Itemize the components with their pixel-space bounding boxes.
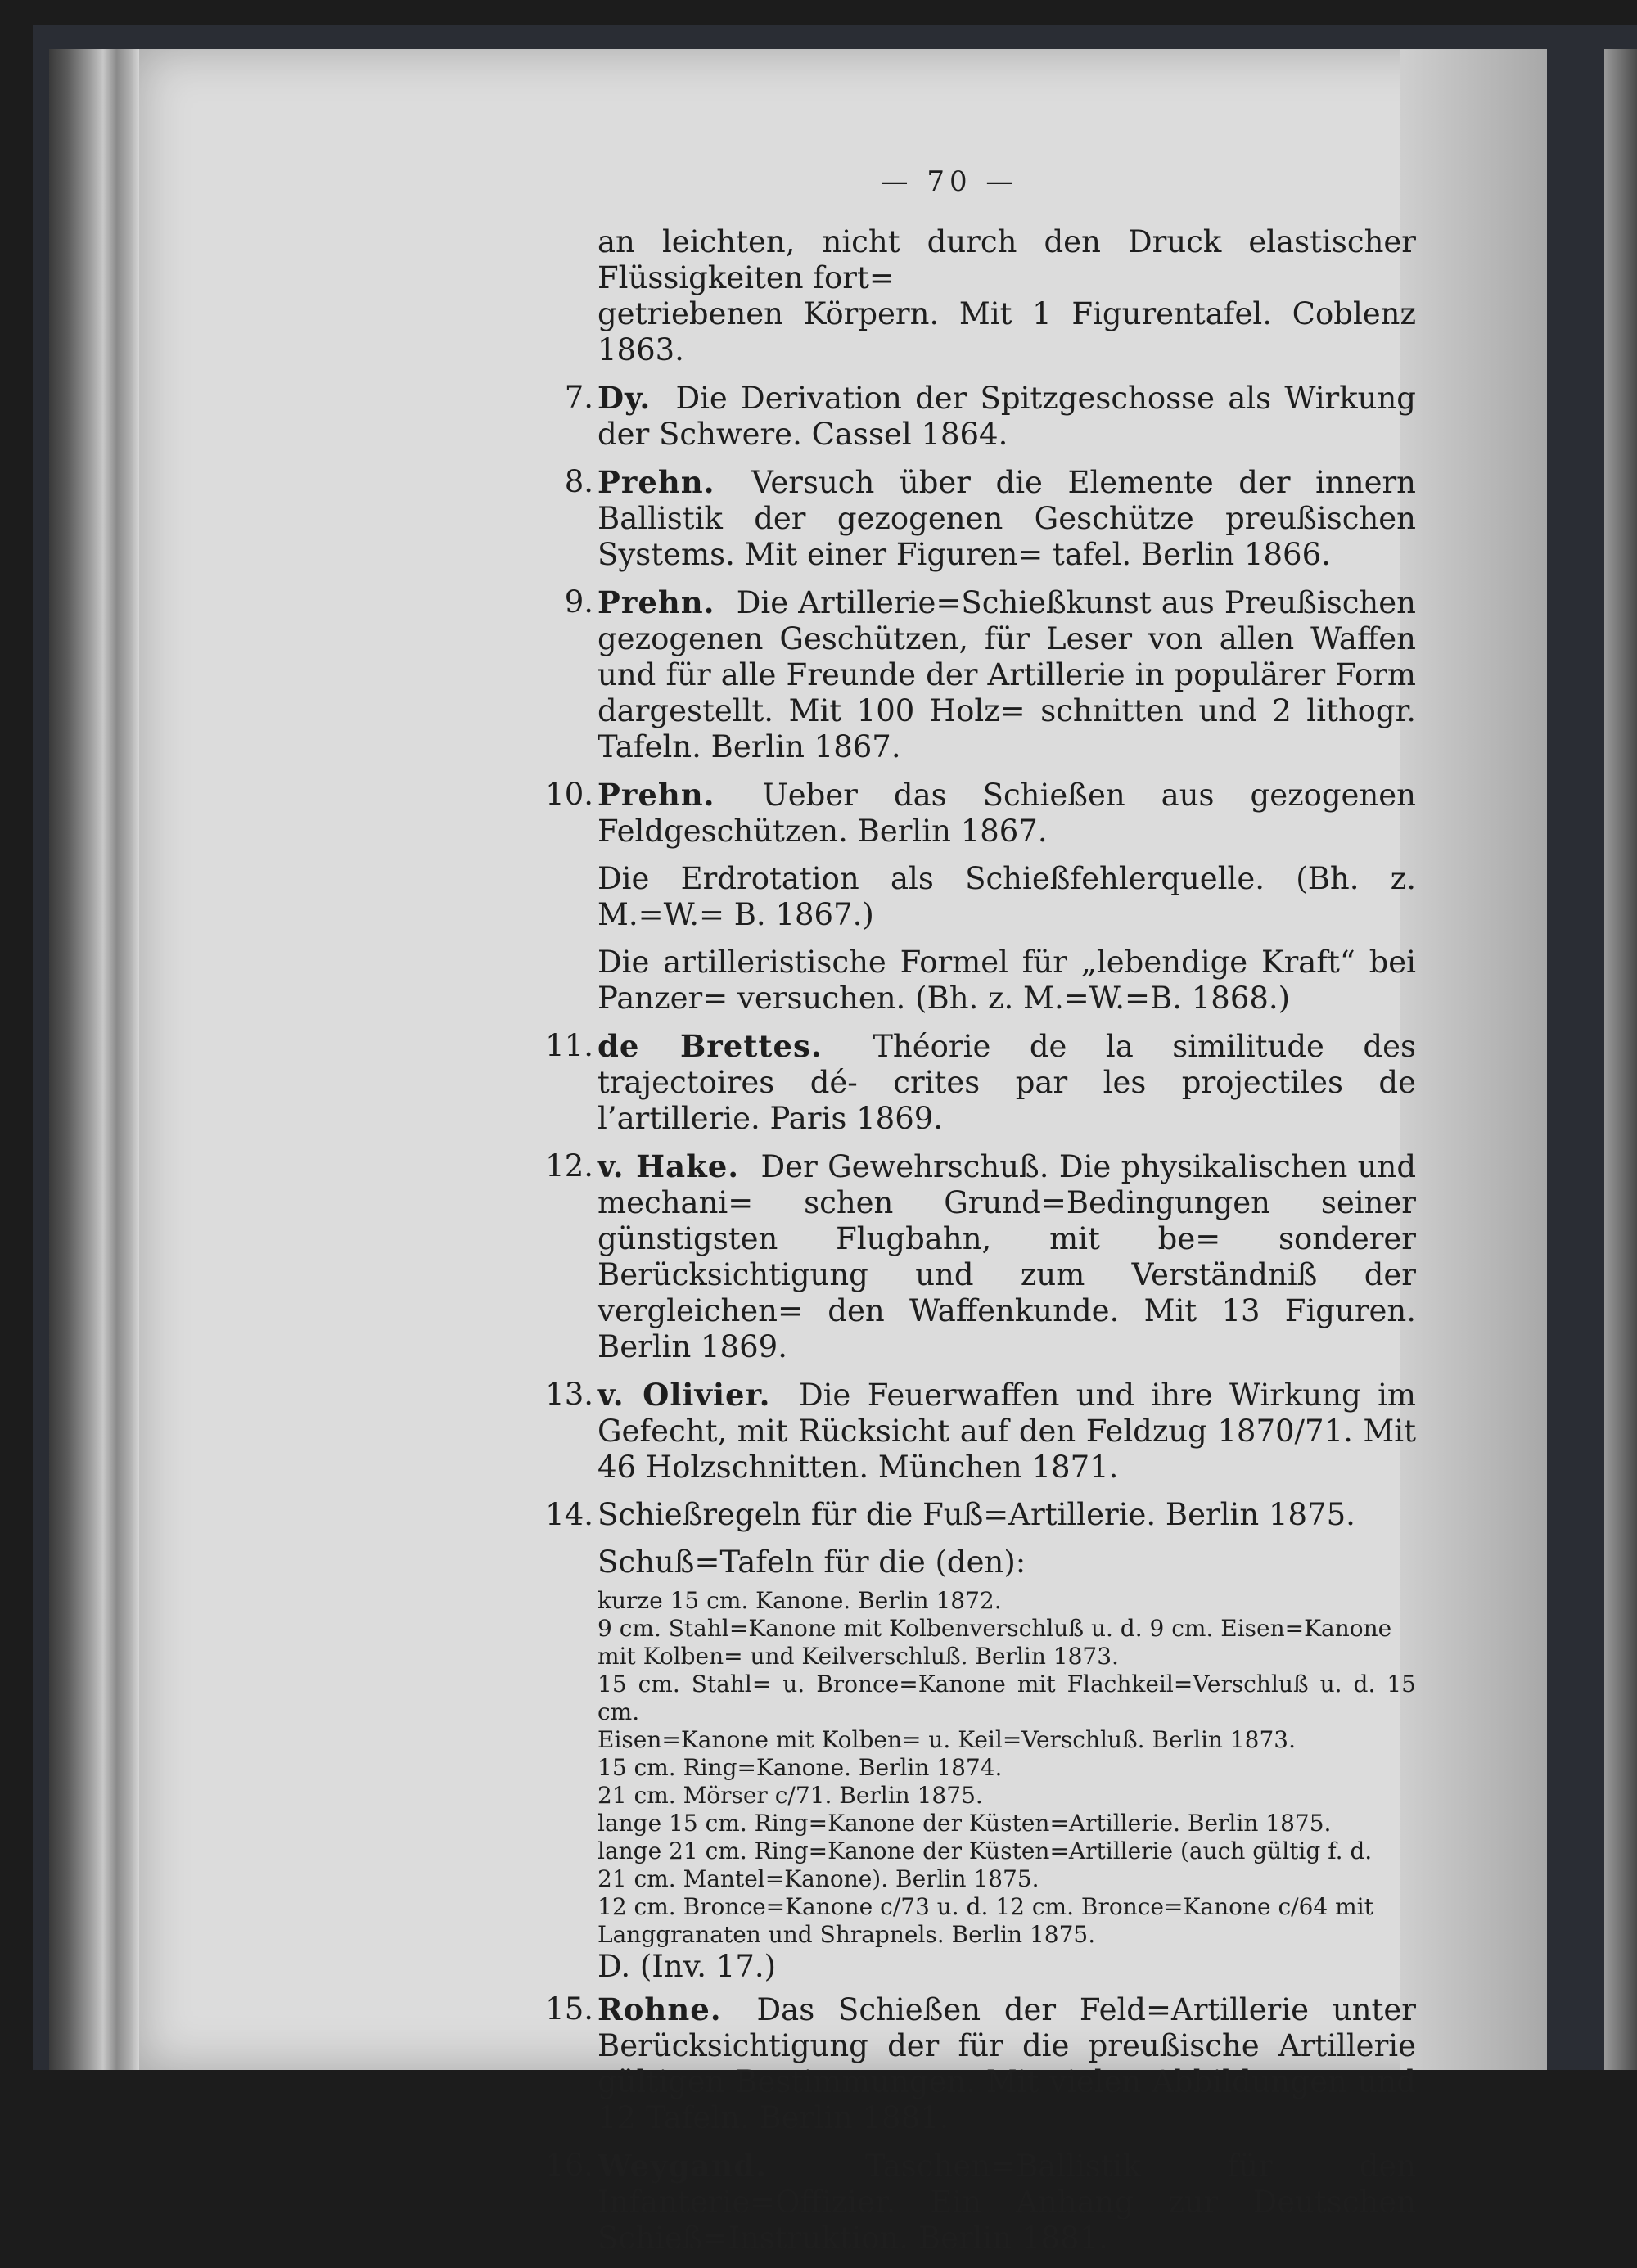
entry-text: Die Derivation der Spitzgeschosse als Wirkung der Schwere. Cassel 1864. xyxy=(598,381,1416,452)
bibliography-entry-8 xyxy=(458,464,1416,573)
bibliography-entry-10 xyxy=(458,777,1416,850)
entry-number: 7. xyxy=(564,380,593,415)
entry-author: v. Hake. xyxy=(598,1148,740,1184)
entry-author: Weygand. xyxy=(598,2148,768,2184)
entry-number: 16. xyxy=(545,2148,593,2183)
bibliography-entry-15 xyxy=(458,1991,1416,2136)
inventory-note: D. (Inv. 17.) xyxy=(598,1949,777,1984)
intro-line: getriebenen Körpern. Mit 1 Figurentafel. Coblenz 1863. xyxy=(598,296,1416,367)
schuss-tafel-line: lange 15 cm. Ring=Kanone der Küsten=Artillerie. Berlin 1875. xyxy=(598,1810,1332,1837)
schuss-tafel-line: 15 cm. Ring=Kanone. Berlin 1874. xyxy=(598,1754,1003,1781)
bibliography-entry-11 xyxy=(458,1028,1416,1137)
entry-author: v. Olivier. xyxy=(598,1377,771,1413)
schuss-tafel-line: kurze 15 cm. Kanone. Berlin 1872. xyxy=(598,1587,1002,1614)
entry-text: Die Feuerwaffen und ihre Wirkung im Gefecht, mit Rücksicht auf den Feldzug 1870/71. Mit 46 Holzschnitten. München 1871. xyxy=(598,1377,1417,1485)
entry-text: Das Schießen der Feld=Artillerie unter Berücksichtigung der für die preußische Artillerie gültigen Bestimmungen. Mit vielen Abbildungen und 12 Tafeln. Berlin 1881. xyxy=(598,1992,1416,2135)
entry-number: 9. xyxy=(564,584,593,620)
bibliography-entry-9 xyxy=(458,584,1416,765)
page-edges xyxy=(49,49,139,2070)
entry-text: Schießregeln für die Fuß=Artillerie. Berlin 1875. xyxy=(598,1497,1355,1532)
entry-number: 10. xyxy=(545,777,593,812)
entry-text: Der Gewehrschuß. Die physikalischen und mechani= schen Grund=Bedingungen seiner günstigsten Flugbahn, mit be= sonderer Berücksichtigung und zum Verständniß der vergleichen= den Waffenkunde. Mit 13 Figuren. Berlin 1869. xyxy=(598,1149,1416,1364)
book-cover-right-edge xyxy=(1604,49,1637,2070)
bibliography-entry-7 xyxy=(458,380,1416,453)
entry-text: Théorie de la similitude des trajectoires dé- crites par les projectiles de l’artillerie. Paris 1869. xyxy=(598,1029,1416,1136)
entry-text: Ueber das Schießen aus gezogenen Feldgeschützen. Berlin 1867. xyxy=(598,778,1417,849)
entry-author: Prehn. xyxy=(598,777,715,813)
schuss-tafel-line: Langgranaten und Shrapnels. Berlin 1875. xyxy=(598,1921,1096,1948)
entry-author: de Brettes. xyxy=(598,1028,823,1064)
page-text xyxy=(458,164,1416,2268)
schuss-tafel-line: 15 cm. Stahl= u. Bronce=Kanone mit Flachkeil=Verschluß u. d. 15 cm. xyxy=(598,1671,1416,1725)
page-number: — 70 — xyxy=(880,165,1019,198)
entry-text: Die Artillerie=Schießkunst aus Preußischen gezogenen Geschützen, für Leser von allen Waffen und für alle Freunde der Artillerie in populärer Form dargestellt. Mit 100 Holz= schnitten und 2 lithogr. Tafeln. Berlin 1867. xyxy=(598,585,1416,764)
schuss-tafel-line: Eisen=Kanone mit Kolben= u. Keil=Verschluß. Berlin 1873. xyxy=(598,1726,1297,1753)
bibliography-entry-16 xyxy=(458,2148,1416,2257)
entry-text: Versuch über die Elemente der innern Ballistik der gezogenen Geschütze preußischen Systems. Mit einer Figuren= tafel. Berlin 1866. xyxy=(598,465,1416,572)
bibliography-entry-14 xyxy=(458,1497,1416,1533)
prehn-extra-entry: Die artilleristische Formel für „lebendige Kraft“ bei Panzer= versuchen. (Bh. z. M.=W.=B. 1868.) xyxy=(598,945,1416,1016)
entry-author: Prehn. xyxy=(598,584,715,620)
entry-author: Prehn. xyxy=(598,464,715,500)
entry-number: 12. xyxy=(545,1148,593,1184)
schuss-tafel-line: 21 cm. Mantel=Kanone). Berlin 1875. xyxy=(598,1865,1039,1892)
entry-author: Dy. xyxy=(598,380,652,416)
entry-number: 14. xyxy=(545,1497,593,1532)
prehn-extra-entry: Die Erdrotation als Schießfehlerquelle. (Bh. z. M.=W.= B. 1867.) xyxy=(598,861,1416,932)
page-gutter-shadow xyxy=(1400,49,1547,2070)
intro-line: an leichten, nicht durch den Druck elastischer Flüssigkeiten fort= xyxy=(598,224,1416,295)
schuss-tafel-line: 21 cm. Mörser c/71. Berlin 1875. xyxy=(598,1782,983,1809)
entry-number: 13. xyxy=(545,1377,593,1412)
entry-number: 11. xyxy=(545,1028,593,1063)
intro-paragraph xyxy=(458,224,1416,368)
schuss-tafel-line: 12 cm. Bronce=Kanone c/73 u. d. 12 cm. Bronce=Kanone c/64 mit xyxy=(598,1893,1373,1920)
schuss-tafel-line: 9 cm. Stahl=Kanone mit Kolbenverschluß u. d. 9 cm. Eisen=Kanone xyxy=(598,1615,1392,1642)
bibliography-entry-13 xyxy=(458,1377,1416,1486)
bibliography-entry-12 xyxy=(458,1148,1416,1365)
entry-number: 8. xyxy=(564,464,593,499)
schuss-tafeln-heading: Schuß=Tafeln für die (den): xyxy=(598,1544,1026,1580)
schuss-tafel-line: mit Kolben= und Keilverschluß. Berlin 1873. xyxy=(598,1643,1119,1670)
entry-number: 15. xyxy=(545,1991,593,2027)
entry-author: Rohne. xyxy=(598,1991,722,2027)
entry-text: Taschen=Ballistik für den Infanterie=Offizier. Ein Anhang zur Deutschen Schieß=Instruktion. Berlin 1881. xyxy=(598,2149,1417,2256)
schuss-tafel-line: lange 21 cm. Ring=Kanone der Küsten=Artillerie (auch gültig f. d. xyxy=(598,1837,1373,1864)
schuss-tafeln-list xyxy=(458,1587,1416,1949)
